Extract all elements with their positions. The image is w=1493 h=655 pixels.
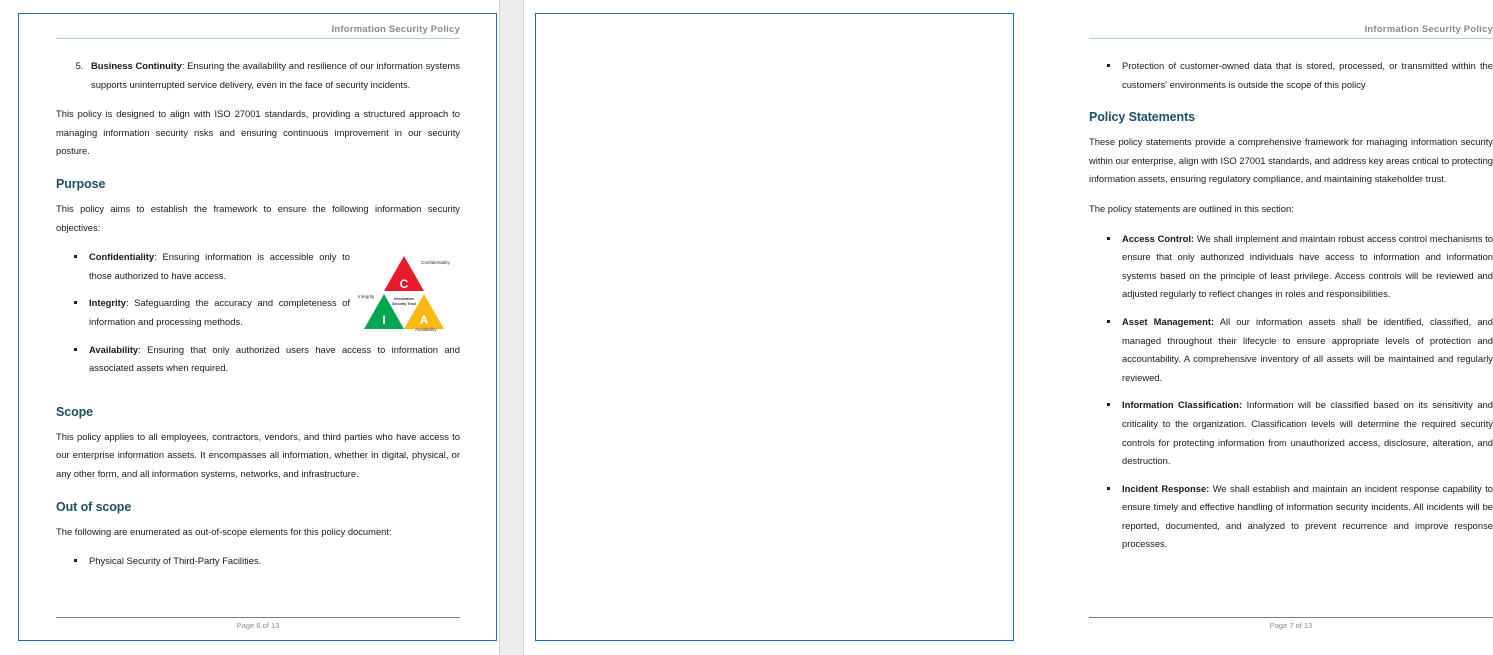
section-heading-scope: Scope (56, 404, 94, 419)
list-item-text: Information will be classified based on its sensitivity and criticality to the organization. Classification levels will determine the required security controls for protecting information from unauthorized access, disclosure, alteration, and destruction. (1122, 399, 1493, 467)
scope-paragraph: This policy applies to all employees, contractors, vendors, and third parties who have access to our enterprise information assets. It encompasses all information, whether in digital, physical, or any other form, and all information systems, networks, and infrastructure. (56, 430, 460, 479)
out-of-scope-bullet-list (56, 552, 460, 571)
list-item-text: We shall implement and maintain robust access control mechanisms to ensure that only authorized individuals have access to information and information systems based on the principle of least privilege. Access controls will be reviewed and adjusted regularly to reflect changes in roles and responsibilities. (1122, 232, 1493, 300)
out-of-scope-paragraph: The following are enumerated as out-of-scope elements for this policy document: (56, 525, 392, 537)
list-item-text: : Ensuring information is accessible only to those authorized to have access. (89, 251, 350, 281)
policy-statements-paragraph: These policy statements provide a comprehensive framework for managing information security within our enterprise, align with ISO 27001 standards, and address key areas critical to protecting information assets, ensuring regulatory compliance, and maintaining stakeholder trust. (1089, 136, 1493, 185)
section-heading-purpose: Purpose (56, 176, 106, 191)
list-item-term: Asset Management: (1122, 315, 1215, 327)
triad-letter-i: I (382, 313, 386, 328)
list-item-text: : Ensuring that only authorized users have access to information and associated assets when required. (89, 343, 460, 374)
list-item (74, 552, 460, 571)
list-item-term: Information Classification: (1122, 399, 1243, 411)
section-heading-out-of-scope: Out of scope (56, 499, 132, 514)
triad-center-label-line2: Security Triad (392, 302, 416, 307)
page-content-right (1089, 24, 1493, 630)
page-footer-right: Page 7 of 13 (1089, 617, 1493, 630)
numbered-list-left (56, 57, 460, 94)
list-item-text: : Safeguarding the accuracy and completeness of information and processing methods. (89, 297, 350, 327)
policy-statements-subparagraph: The policy statements are outlined in this section: (1089, 202, 1294, 214)
list-item (74, 341, 460, 378)
list-item-text: All our information assets shall be identified, classified, and managed throughout their lifecycle to ensure appropriate levels of protection and accountability. A comprehensive inventory of all assets will be maintained and regularly reviewed. (1122, 315, 1493, 383)
page-left (0, 0, 499, 655)
purpose-paragraph: This policy aims to establish the framework to ensure the following information security objectives: (56, 202, 460, 233)
policy-statements-bullet-list (1089, 230, 1493, 555)
triad-letter-c: C (399, 277, 409, 292)
triad-letter-a: A (419, 313, 429, 328)
list-item-term: Business Continuity (91, 60, 182, 71)
page-gutter (499, 0, 524, 655)
list-item (1107, 313, 1493, 387)
triad-label-integrity: Integrity (358, 294, 375, 300)
list-item (1107, 57, 1493, 94)
list-item (1107, 480, 1493, 554)
page-right (524, 0, 1493, 655)
page-content-left (56, 24, 460, 630)
list-item (74, 248, 460, 285)
list-item (1107, 230, 1493, 304)
list-item (86, 57, 460, 94)
triad-label-confidentiality: Confidentiality (421, 260, 450, 266)
page-header-left: Information Security Policy (56, 24, 460, 39)
intro-paragraph: This policy is designed to align with ISO 27001 standards, providing a structured approach to managing information security risks and ensuring continuous improvement in our security posture. (56, 108, 460, 157)
list-item-term: Integrity (89, 297, 126, 309)
scope-exclusion-bullet-list (1089, 57, 1493, 94)
list-item-text: Protection of customer-owned data that is stored, processed, or transmitted within the customers' environments is outside the scope of this policy (1122, 60, 1493, 90)
list-item-term: Access Control: (1122, 232, 1195, 244)
list-item (74, 294, 460, 331)
purpose-bullet-list (56, 248, 460, 378)
page-border-right (535, 13, 1014, 641)
list-item-term: Confidentiality (89, 251, 155, 263)
page-header-right: Information Security Policy (1089, 24, 1493, 39)
triad-center-label-line1: Information (394, 297, 414, 302)
list-item-term: Incident Response: (1122, 482, 1210, 494)
list-item-text: Physical Security of Third-Party Facilities. (89, 555, 262, 567)
list-item (1107, 396, 1493, 470)
section-heading-policy-statements: Policy Statements (1089, 110, 1195, 125)
list-item-text: : Ensuring the availability and resilience of our information systems supports uninterrupted service delivery, even in the face of security incidents. (91, 60, 460, 90)
list-item-text: We shall establish and maintain an incident response capability to ensure timely and effective handling of information security incidents. All incidents will be reported, documented, and analyzed to prevent recurrence and improve response processes. (1122, 482, 1493, 550)
list-item-term: Availability (89, 343, 139, 355)
page-footer-left: Page 6 of 13 (56, 617, 460, 630)
triad-label-availability: Availability (415, 327, 437, 333)
